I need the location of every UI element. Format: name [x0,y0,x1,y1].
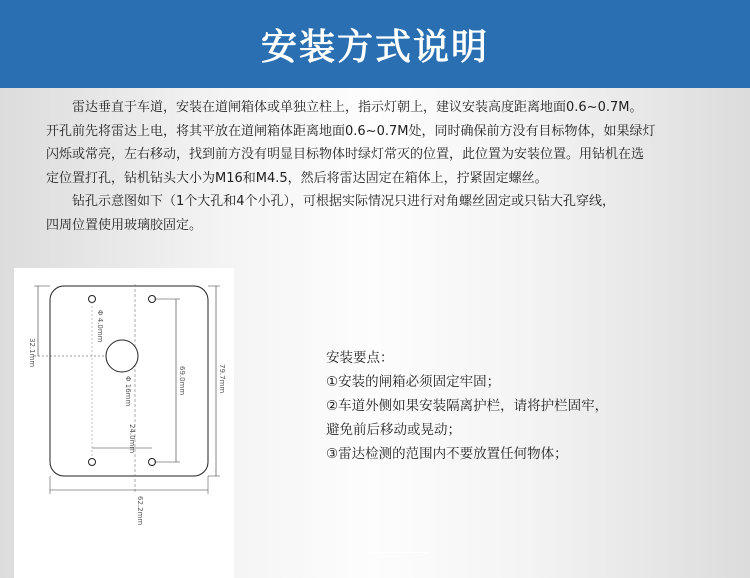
small-hole-bottom-left [89,459,96,466]
dim-total-height-label: 79.7mm [218,364,226,394]
dim-hole-horizontal-spacing-label: 24.0mm [128,424,136,454]
dim-top-offset-label: 32.1mm [28,338,36,368]
intro-paragraph-3-line-1: 钻孔示意图如下（1个大孔和4个小孔），可根据实际情况只进行对角螺丝固定或只钻大孔穿线， [72,194,616,209]
header-banner [0,0,750,88]
drilling-diagram [14,268,234,578]
key-point-2-line-1: ②车道外侧如果安装隔离护栏，请将护栏固牢， [326,398,609,414]
dim-hole-vertical-spacing-label: 69.0mm [178,366,186,396]
intro-paragraph-3-line-2: 四周位置使用玻璃胶固定。 [46,217,203,233]
drilling-diagram-svg [14,268,234,578]
key-point-1: ①安装的闸箱必须固定牢固； [326,374,501,390]
dim-total-width-label: 62.2mm [136,496,144,526]
page-title: 安装方式说明 [260,26,489,68]
key-point-2-line-2: 避免前后移动或晃动； [326,422,461,438]
intro-paragraph-1: 雷达垂直于车道，安装在道闸箱体或单独立柱上，指示灯朝上，建议安装高度距离地面0.6~0.7M。 [72,100,643,115]
dim-small-hole-label: Φ 4.0mm [96,310,104,343]
intro-text [46,96,726,237]
intro-paragraph-2-line-1: 开孔前先将雷达上电，将其平放在道闸箱体距离地面0.6~0.7M处，同时确保前方没有目标物体，如果绿灯 [46,123,656,139]
key-points [326,346,726,466]
key-points-heading: 安装要点： [326,350,394,366]
intro-paragraph-2-line-3: 定位置打孔，钻机钻头大小为M16和M4.5，然后将雷达固定在箱体上，拧紧固定螺丝。 [46,170,548,186]
large-hole [106,340,138,372]
bottom-divider [370,552,430,553]
intro-paragraph-2-line-2: 闪烁或常亮，左右移动，找到前方没有明显目标物体时绿灯常灭的位置，此位置为安装位置。用钻机在选 [46,147,645,162]
small-hole-top-left [89,296,96,303]
dim-large-hole-label: Φ 16mm [124,376,132,407]
key-point-3: ③雷达检测的范围内不要放置任何物体； [326,446,568,462]
